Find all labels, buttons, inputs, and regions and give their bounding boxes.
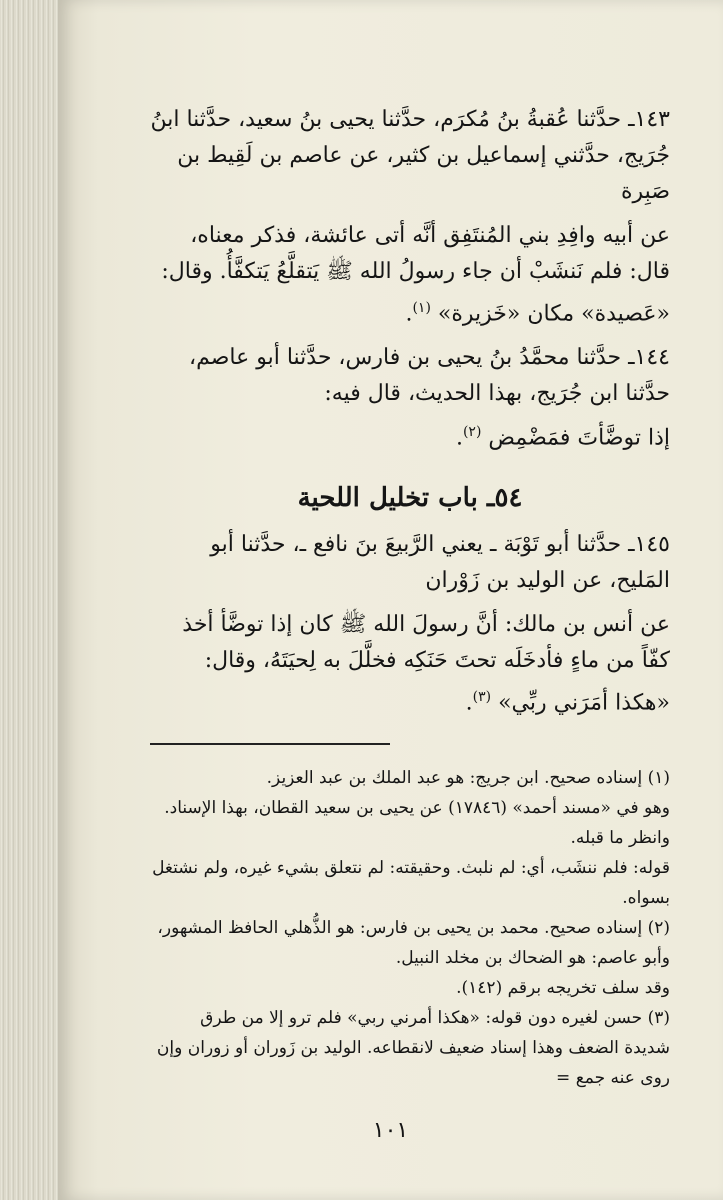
book-page — [58, 0, 723, 1200]
footnote-ref-2: (٢) — [462, 424, 482, 441]
footnote-line: (٢) إسناده صحيح. محمد بن يحيى بن فارس: هو الذُّهلي الحافظ المشهور، وأبو عاصم: هو الضحاك بن مخلد النبيل. — [157, 917, 670, 968]
hadith-145-body: عن أنس بن مالك: أنَّ رسولَ الله ﷺ كان إذا توضَّأ أخذ كفّاً من ماءٍ فأدخَلَه تحتَ حَنَكِه فخلَّلَ به لِحيَتَهُ، وقال: «هكذا أمَرَني ربِّي» — [182, 611, 670, 715]
hadith-145-chain: ١٤٥ـ حدَّثنا أبو تَوْبَة ـ يعني الرَّبيعَ بنَ نافع ـ، حدَّثنا أبو المَليح، عن الوليد بن زَوْران — [210, 531, 670, 593]
hadith-144-text: إذا توضَّأتَ فمَضْمِض $^{(٢)}$. — [455, 424, 670, 451]
page-content — [150, 102, 670, 1093]
hadith-143-chain: ١٤٣ـ حدَّثنا عُقبةُ بنُ مُكرَم، حدَّثنا يحيى بنُ سعيد، حدَّثنا ابنُ جُرَيج، حدَّثني إسماعيل بن كثير، عن عاصم بن لَقِيط بن صَبِرة — [150, 107, 670, 204]
footnote-line: (١) إسناده صحيح. ابن جريج: هو عبد الملك بن عبد العزيز. — [266, 767, 670, 788]
footnote-line: وقد سلف تخريجه برقم (١٤٢). — [456, 977, 670, 998]
footnotes — [150, 763, 670, 1093]
hadith-144-body: إذا توضَّأتَ فمَضْمِض — [488, 425, 670, 451]
footnote-line: قوله: فلم ننشَب، أي: لم نلبث. وحقيقته: لم نتعلق بشيء غيره، ولم نشتغل بسواه. — [152, 857, 670, 908]
footnote-ref-1: (١) — [412, 300, 431, 316]
book-page-edges — [0, 0, 62, 1200]
page-number: ١٠١ — [372, 1118, 409, 1143]
footnote-ref-3: (٣) — [472, 688, 492, 705]
footnote-line: وهو في «مسند أحمد» (١٧٨٤٦) عن يحيى بن سعيد القطان، بهذا الإسناد. — [164, 797, 670, 818]
hadith-143-text: عن أبيه وافِدِ بني المُنتَفِق أنَّه أتى عائشة، فذكر معناه، قال: فلم نَنشَبْ أن جاء رسولُ الله ﷺ يَتقلَّعُ يَتكفَّأُ. وقال: «عَصيدة» مكان «خَزيرة» $^{(١)}$. — [161, 223, 670, 327]
hadith-144-chain: ١٤٤ـ حدَّثنا محمَّدُ بنُ يحيى بن فارس، حدَّثنا أبو عاصم، حدَّثنا ابن جُرَيج، بهذا الحديث، قال فيه: — [188, 345, 670, 407]
footnote-separator — [150, 743, 390, 745]
footnote-line: وانظر ما قبله. — [570, 827, 670, 848]
hadith-145-text: عن أنس بن مالك: أنَّ رسولَ الله ﷺ كان إذا توضَّأ أخذ كفّاً من ماءٍ فأدخَلَه تحتَ حَنَكِه فخلَّلَ به لِحيَتَهُ، وقال: «هكذا أمَرَني ربِّي» $^{(٣)}$. — [182, 611, 670, 715]
hadith-143-body: عن أبيه وافِدِ بني المُنتَفِق أنَّه أتى عائشة، فذكر معناه، قال: فلم نَنشَبْ أن جاء رسولُ الله ﷺ يَتقلَّعُ يَتكفَّأُ. وقال: «عَصيدة» مكان «خَزيرة» — [161, 223, 670, 327]
chapter-heading: ٥٤ـ باب تخليل اللحية — [297, 482, 523, 513]
footnote-line: (٣) حسن لغيره دون قوله: «هكذا أمرني ربي» فلم ترو إلا من طرق شديدة الضعف وهذا إسناد ضعيف لانقطاعه. الوليد بن زَوران أو زوران وإن روى عنه جمع = — [156, 1007, 670, 1088]
